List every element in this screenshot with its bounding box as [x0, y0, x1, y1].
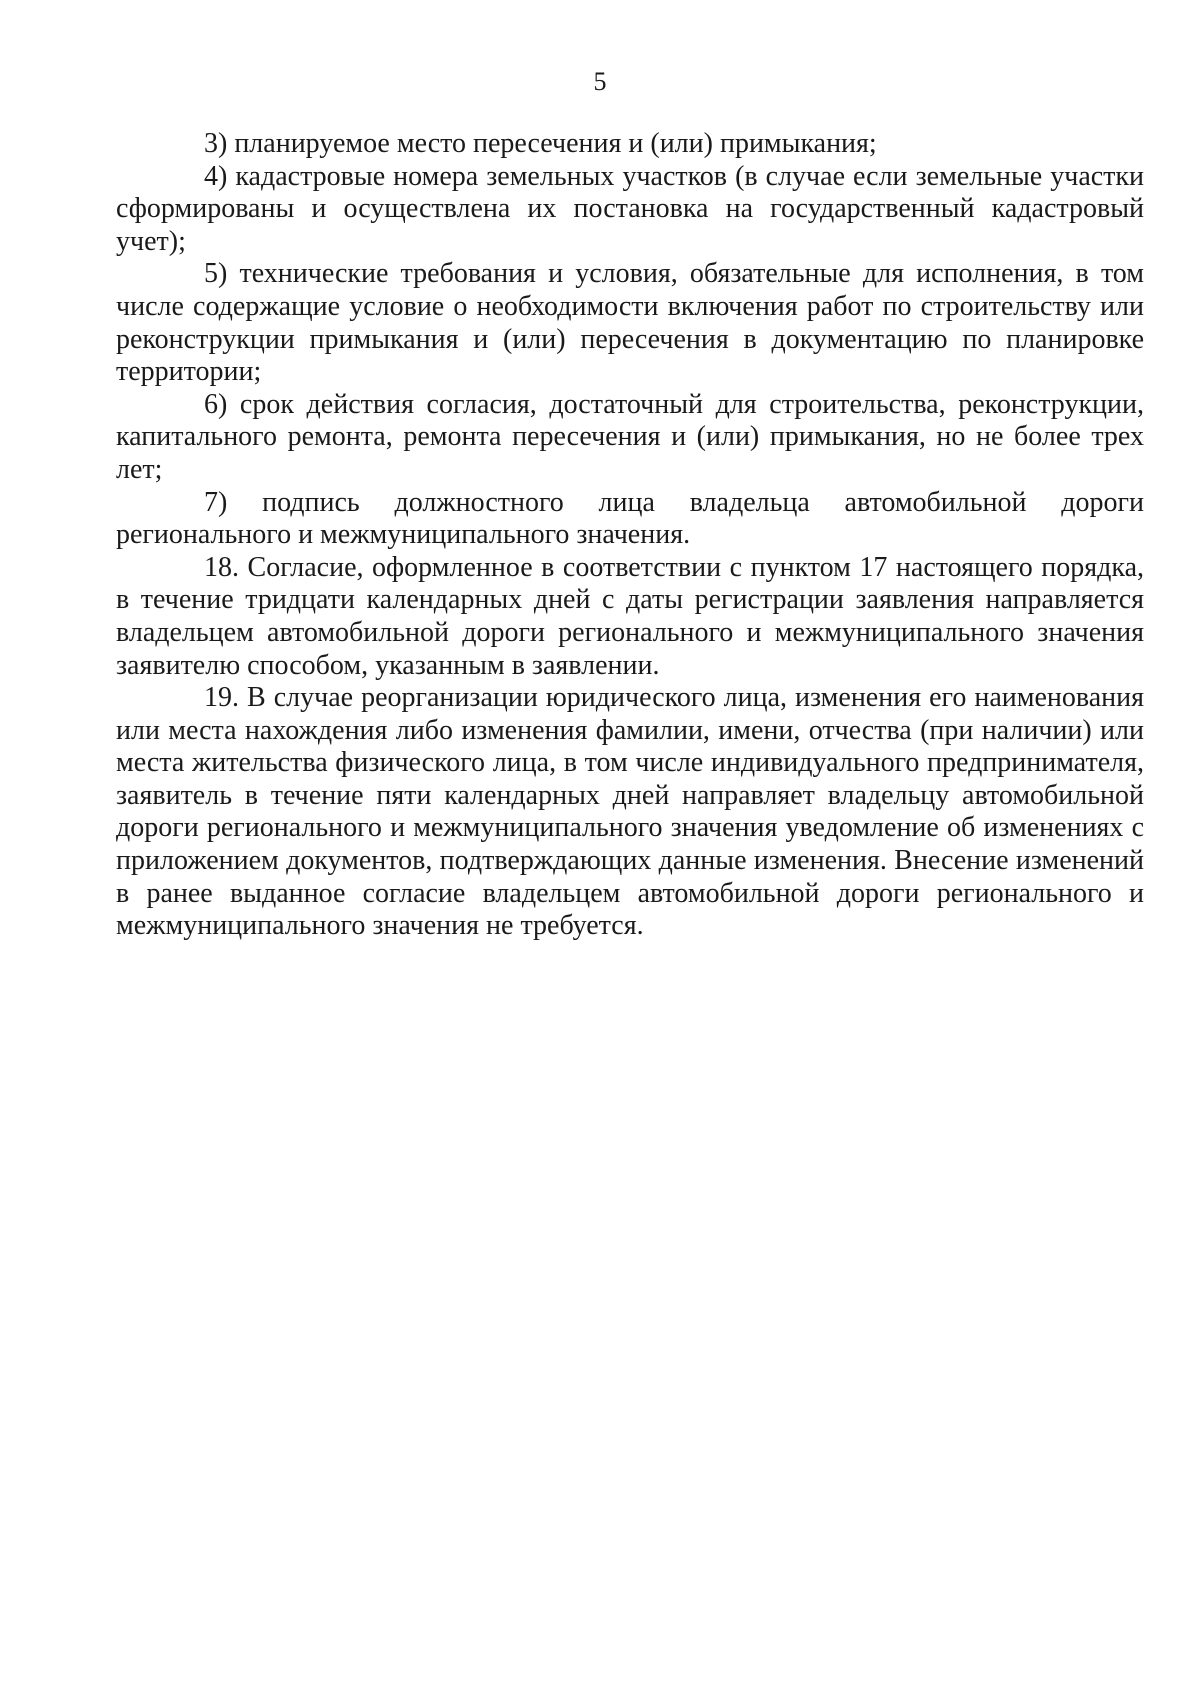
document-body — [116, 128, 1144, 943]
page-number: 5 — [593, 67, 607, 96]
paragraph-item-4: 4) кадастровые номера земельных участков (в случае если земельные участки сформированы и осуществлена их постановка на государственный кадастровый учет); — [116, 160, 1144, 257]
paragraph-clause-18: 18. Согласие, оформленное в соответствии с пунктом 17 настоящего порядка, в течение тридцати календарных дней с даты регистрации заявления направляется владельцем автомобильной дороги регионального и межмуниципального значения заявителю способом, указанным в заявлении. — [116, 551, 1144, 681]
paragraph-item-6: 6) срок действия согласия, достаточный для строительства, реконструкции, капитального ремонта, ремонта пересечения и (или) примыкания, но не более трех лет; — [116, 388, 1144, 485]
paragraph-item-3: 3) планируемое место пересечения и (или) примыкания; — [204, 128, 877, 159]
paragraph-item-5: 5) технические требования и условия, обязательные для исполнения, в том числе содержащие условие о необходимости включения работ по строительству или реконструкции примыкания и (или) пересечения в документацию по планировке территории; — [116, 258, 1144, 388]
paragraph-clause-19: 19. В случае реорганизации юридического лица, изменения его наименования или места нахождения либо изменения фамилии, имени, отчества (при наличии) или места жительства физического лица, в том числе индивидуального предпринимателя, заявитель в течение пяти календарных дней направляет владельцу автомобильной дороги регионального и межмуниципального значения уведомление об изменениях с приложением документов, подтверждающих данные изменения. Внесение изменений в ранее выданное согласие владельцем автомобильной дороги регионального и межмуниципального значения не требуется. — [116, 682, 1144, 942]
paragraph-item-7: 7) подпись должностного лица владельца автомобильной дороги регионального и межмуниципального значения. — [116, 486, 1144, 551]
